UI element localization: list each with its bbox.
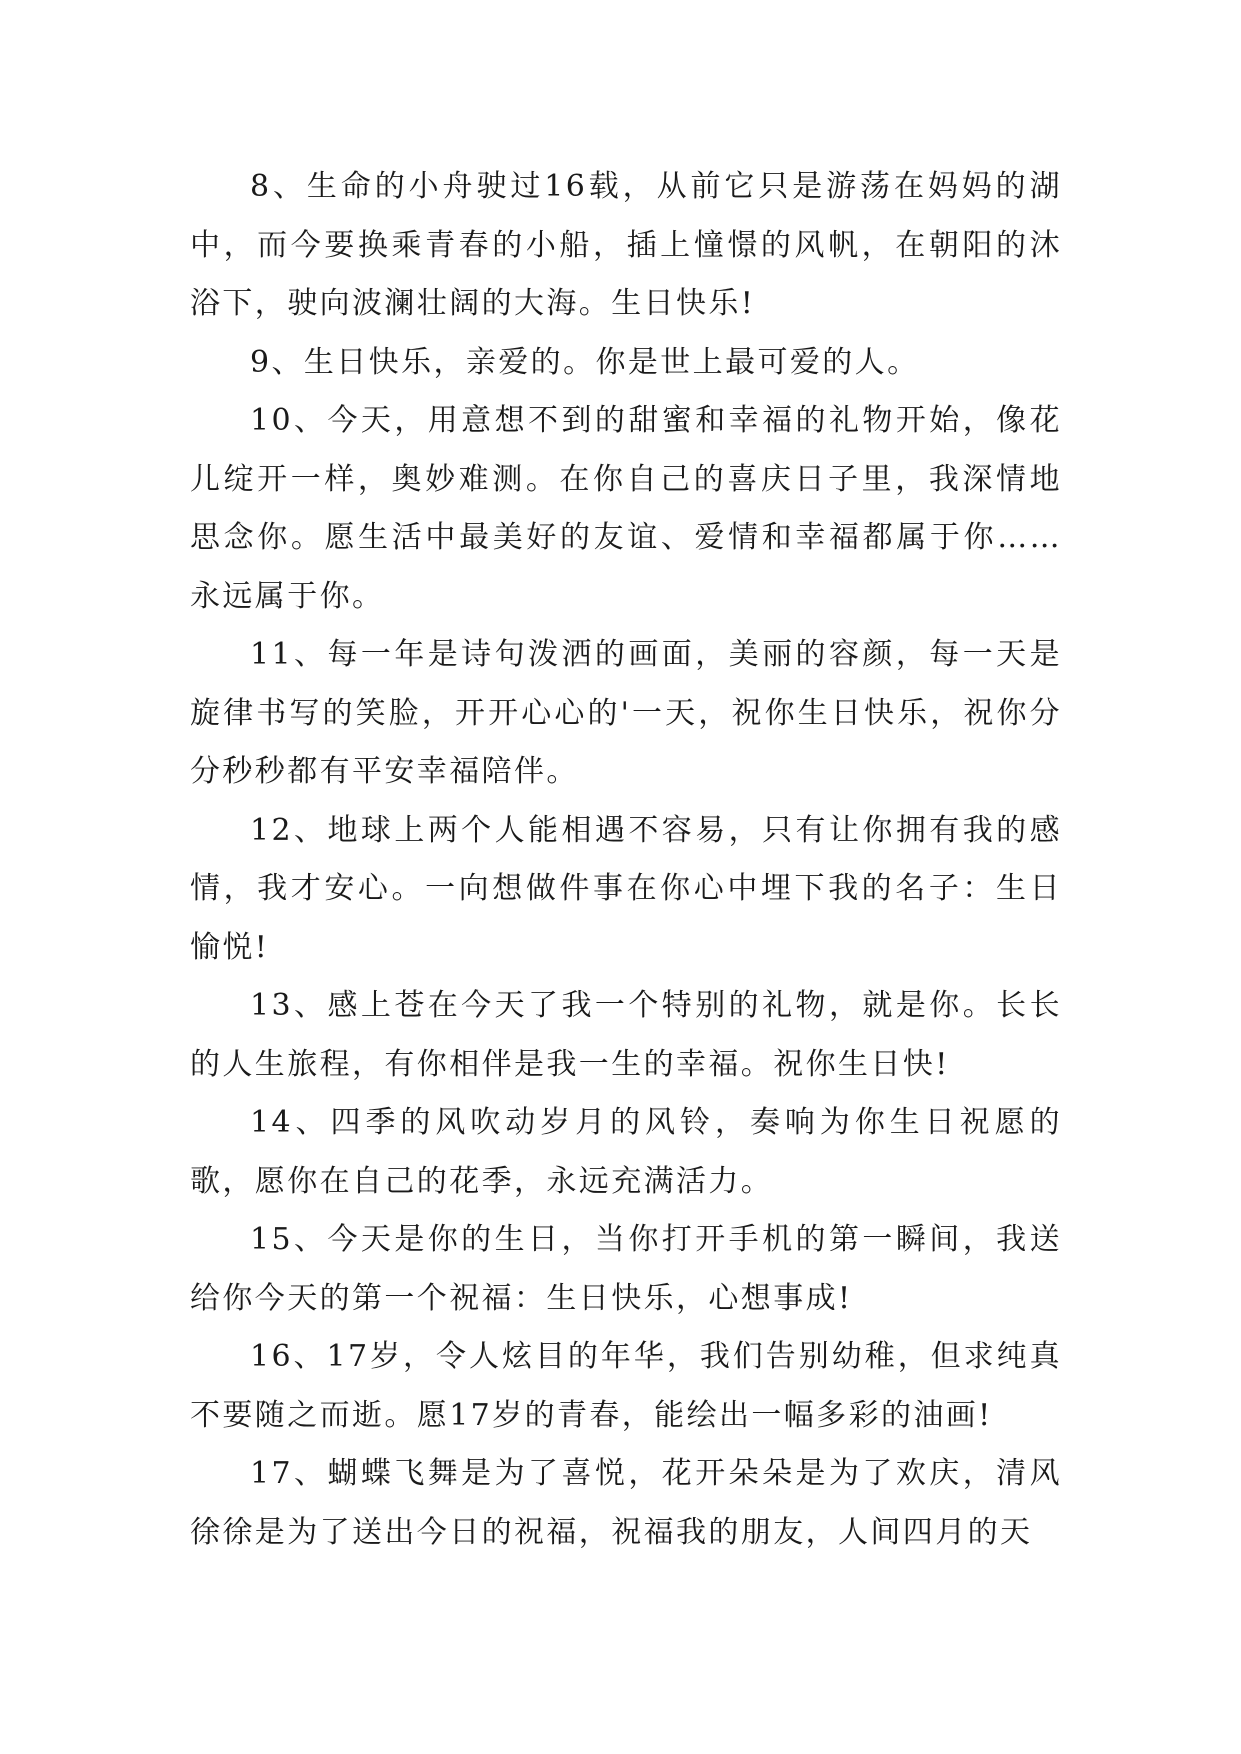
paragraph-12: 12、地球上两个人能相遇不容易，只有让你拥有我的感情，我才安心。一向想做件事在你心中埋下我的名子：生日愉悦! [190, 812, 1062, 965]
paragraph-14: 14、四季的风吹动岁月的风铃，奏响为你生日祝愿的歌，愿你在自己的花季，永远充满活力。 [190, 1105, 1062, 1199]
paragraph-8: 8、生命的小舟驶过16载，从前它只是游荡在妈妈的湖中，而今要换乘青春的小船，插上憧憬的风帆，在朝阳的沐浴下，驶向波澜壮阔的大海。生日快乐! [190, 169, 1062, 321]
paragraph-10: 10、今天，用意想不到的甜蜜和幸福的礼物开始，像花儿绽开一样，奥妙难测。在你自己的喜庆日子里，我深情地思念你。愿生活中最美好的友谊、爱情和幸福都属于你……永远属于你。 [190, 403, 1062, 614]
paragraph-11: 11、每一年是诗句泼洒的画面，美丽的容颜，每一天是旋律书写的笑脸，开开心心的'一天，祝你生日快乐，祝你分分秒秒都有平安幸福陪伴。 [190, 637, 1062, 789]
paragraph-9: 9、生日快乐，亲爱的。你是世上最可爱的人。 [250, 344, 920, 380]
document-body [190, 158, 1062, 1562]
paragraph-16: 16、17岁，令人炫目的年华，我们告别幼稚，但求纯真不要随之而逝。愿17岁的青春，能绘出一幅多彩的油画! [190, 1339, 1062, 1433]
paragraph-13: 13、感上苍在今天了我一个特别的礼物，就是你。长长的人生旅程，有你相伴是我一生的幸福。祝你生日快! [190, 988, 1062, 1082]
paragraph-15: 15、今天是你的生日，当你打开手机的第一瞬间，我送给你今天的第一个祝福：生日快乐，心想事成! [190, 1222, 1062, 1316]
paragraph-17: 17、蝴蝶飞舞是为了喜悦，花开朵朵是为了欢庆，清风徐徐是为了送出今日的祝福，祝福我的朋友，人间四月的天 [190, 1456, 1062, 1550]
